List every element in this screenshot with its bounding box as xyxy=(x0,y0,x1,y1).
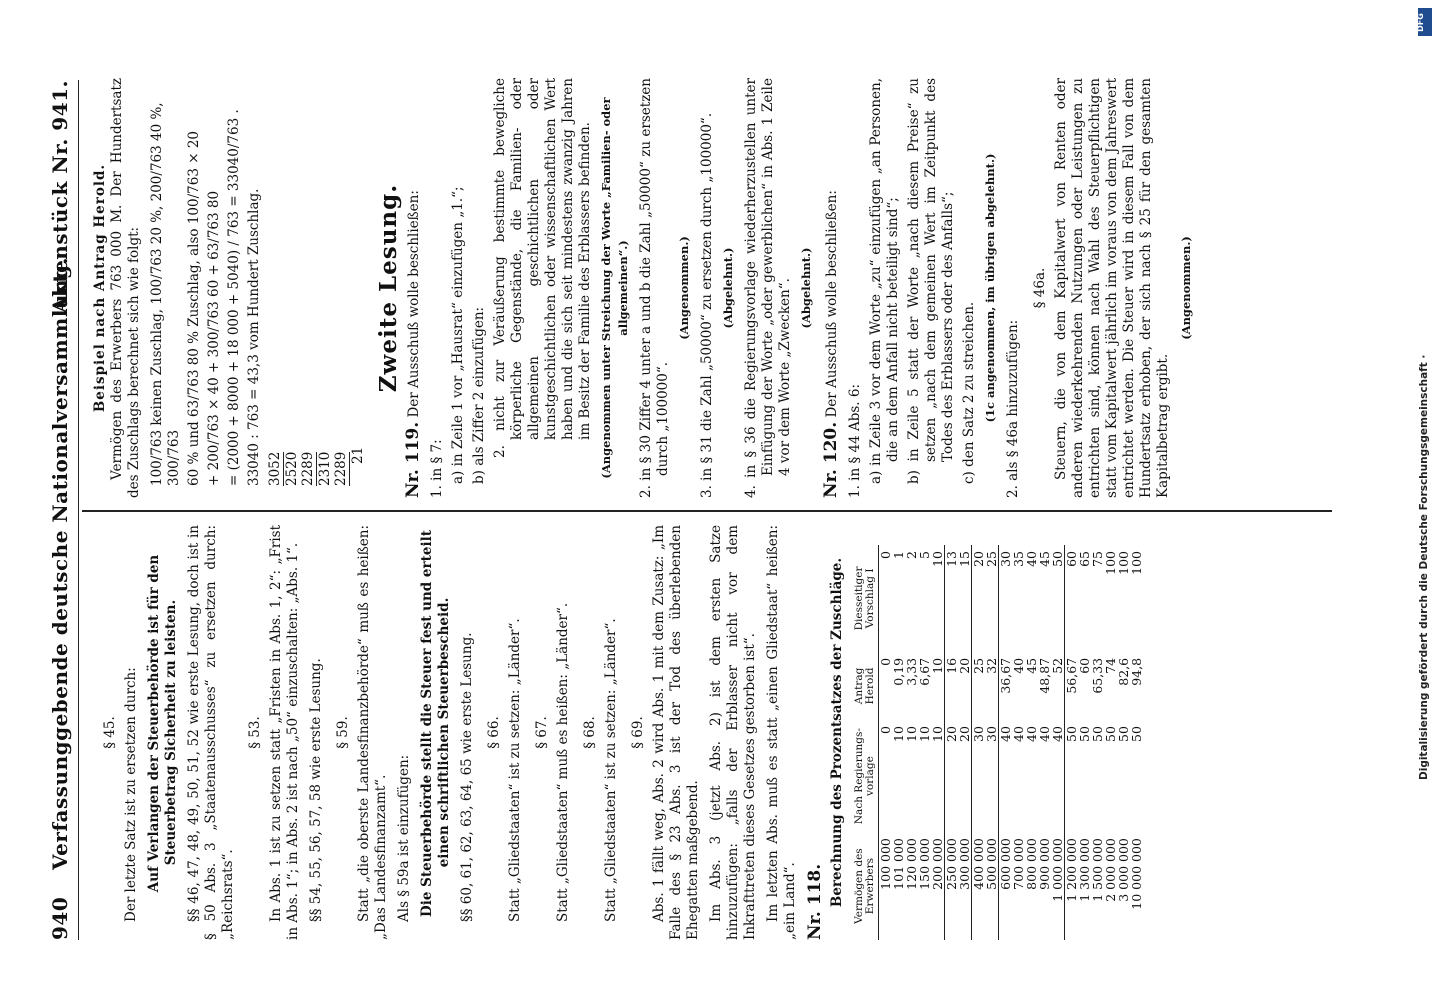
document-page xyxy=(0,50,1392,990)
paragraph: Statt „Gliedstaaten“ muß es heißen: „Länder“. xyxy=(555,602,571,922)
calc-line: 2520 xyxy=(284,451,300,486)
long-division xyxy=(267,78,366,486)
table-cell: 150 000 xyxy=(917,838,932,890)
table-cell: 250 000 xyxy=(945,832,959,940)
table-cell: 5 xyxy=(917,551,932,559)
table-cell: 50 xyxy=(1116,726,1131,742)
table-cell: 30 xyxy=(972,720,986,832)
paragraph: Der Ausschuß wolle beschließen: xyxy=(406,190,422,418)
table-cell: 101 000 xyxy=(891,838,906,890)
table-cell: 0,19 xyxy=(891,657,906,686)
table-cell: 50 xyxy=(1103,726,1118,742)
table-cell: 40 xyxy=(1011,657,1026,674)
right-column xyxy=(92,78,1201,498)
column-header: Vermögen des Erwerbers xyxy=(852,832,879,940)
paragraph: Statt „Gliedstaaten“ ist zu setzen: „Länder“. xyxy=(507,618,523,922)
table-row xyxy=(945,545,959,940)
table-cell: 10 000 000 xyxy=(1129,838,1144,910)
column-header: Antrag Herold xyxy=(852,652,879,720)
table-row xyxy=(985,545,999,940)
table-cell: 600 000 xyxy=(999,832,1013,940)
table-title: Berechnung des Prozentsatzes der Zuschläge. xyxy=(829,557,845,908)
table-cell: 20 xyxy=(957,726,972,742)
table-cell: 60 xyxy=(1065,545,1079,652)
table-cell: 2 xyxy=(904,551,919,559)
table-cell: 40 xyxy=(1024,726,1039,742)
table-row xyxy=(958,545,972,940)
surcharge-table xyxy=(852,545,1143,940)
table-cell: 30 xyxy=(999,545,1013,652)
table-cell: 1 xyxy=(891,551,906,559)
paragraph: Als § 59a ist einzufügen: xyxy=(396,754,412,922)
table-cell: 0 xyxy=(878,726,893,735)
column-divider xyxy=(82,511,1332,513)
table-cell: 60 xyxy=(1077,657,1092,674)
table-cell: 25 xyxy=(984,551,999,567)
table-cell: 100 xyxy=(1129,551,1144,575)
nr120-intro xyxy=(823,78,841,498)
status-note: (Angenommen.) xyxy=(677,236,691,340)
list-item: 2. als § 46a hinzuzufügen: xyxy=(1005,319,1021,498)
table-cell: 45 xyxy=(1037,551,1052,567)
table-cell: 45 xyxy=(1024,657,1039,674)
section-heading: § 69. xyxy=(630,716,646,749)
page-number: 940 xyxy=(48,896,72,940)
paragraph: Steuern, die von dem Kapitalwert von Renten oder anderen wiederkehrenden Nutzungen oder Leistungen zu entrichten sind, können nach Wahl des Steuerpflichtigen statt vom Kapitalwert jährlich im voraus von dem Jahreswert entrichtet werden. Die Steuer wird in diesem Fall von dem Hundertsatz erhoben, der sich nach § 25 für den gesamten Kapitalbetrag ergibt. xyxy=(1053,78,1171,498)
list-item: c) den Satz 2 zu streichen. xyxy=(961,301,977,484)
table-cell: 40 xyxy=(1011,726,1026,742)
left-column xyxy=(92,525,1143,940)
table-cell: 700 000 xyxy=(1011,838,1026,890)
status-note: (Abgelehnt.) xyxy=(799,247,813,329)
item-number: Nr. 118. xyxy=(805,863,825,940)
table-cell: 50 xyxy=(1077,726,1092,742)
list-item: 3. in § 31 die Zahl „50000“ zu ersetzen durch „100000“. xyxy=(699,112,715,498)
paragraph: Der Ausschuß wolle beschließen: xyxy=(824,190,840,418)
table-cell: 52 xyxy=(1050,657,1065,674)
table-row xyxy=(931,545,945,940)
table-cell: 10 xyxy=(930,726,945,742)
table-cell: 1 500 000 xyxy=(1090,838,1105,902)
table-cell: 0 xyxy=(878,657,893,666)
table-row xyxy=(999,545,1013,940)
table-cell: 75 xyxy=(1090,551,1105,567)
digitization-credit: Digitalisierung gefördert durch die Deutsche Forschungsgemeinschaft · xyxy=(1418,354,1430,780)
table-cell: 40 xyxy=(1050,726,1065,742)
list-item: a) in Zeile 3 vor dem Worte „zu“ einzufügen „an Personen, die an dem Anfall nicht beteiligt sind“; xyxy=(868,78,901,484)
formula-line: 33040 : 763 = 43,3 vom Hundert Zuschlag. xyxy=(246,188,262,486)
table-cell: 3,33 xyxy=(904,657,919,686)
section-heading: § 45. xyxy=(102,716,118,749)
paragraph: Im Abs. 3 (jetzt Abs. 2) ist dem ersten Satze hinzuzufügen: „falls der Erblasser nicht vor dem Inkrafttreten dieses Gesetzes gestorben ist“. xyxy=(708,525,758,940)
paragraph: §§ 54, 55, 56, 57, 58 wie erste Lesung. xyxy=(308,658,324,922)
column-header: Diesseitiger Vorschlag I xyxy=(852,545,879,652)
table-cell: 10 xyxy=(917,726,932,742)
table-cell: 48,87 xyxy=(1037,657,1052,694)
table-row xyxy=(972,545,986,940)
status-note: (Abgelehnt.) xyxy=(721,247,735,329)
section-heading: § 68. xyxy=(582,716,598,749)
table-cell: 900 000 xyxy=(1037,838,1052,890)
table-cell: 10 xyxy=(904,726,919,742)
table-cell: 74 xyxy=(1103,657,1118,674)
table-cell: 10 xyxy=(891,726,906,742)
item-number: Nr. 119. xyxy=(403,421,423,498)
status-note: (1c angenommen, im übrigen abgelehnt.) xyxy=(983,153,997,423)
table-cell: 50 xyxy=(1050,551,1065,567)
table-cell: 65,33 xyxy=(1090,657,1105,694)
table-cell: 800 000 xyxy=(1024,838,1039,890)
table-cell: 16 xyxy=(945,652,959,720)
table-cell: 0 xyxy=(878,551,893,559)
table-cell: 400 000 xyxy=(972,832,986,940)
nr119-intro xyxy=(405,78,423,498)
paragraph: Vermögen des Erwerbers 763 000 M. Der Hundertsatz des Zuschlags berechnet sich wie folgt: xyxy=(109,78,142,498)
section-heading: § 46a. xyxy=(1032,267,1048,309)
calc-line: 2289 xyxy=(333,451,349,486)
formula-line: 100/763 keinen Zuschlag, 100/763 20 %, 200/763 40 %, 300/763 xyxy=(149,102,182,486)
table-cell: 500 000 xyxy=(984,838,999,890)
table-cell: 120 000 xyxy=(904,838,919,890)
table-cell: 50 xyxy=(1090,726,1105,742)
table-cell: 94,8 xyxy=(1129,657,1144,686)
table-row xyxy=(1130,545,1143,940)
table-cell: 20 xyxy=(972,545,986,652)
list-item: b) als Ziffer 2 einzufügen: xyxy=(471,306,487,484)
list-item: 2. nicht zur Veräußerung bestimmte bewegliche körperliche Gegenstände, die Familien- oder allgemeinen geschichtlichen oder kunstgeschichtlichen oder wissenschaftlichen Wert haben und die sich seit mindestens zwanzig Jahren im Besitz der Familie des Erblassers befinden. xyxy=(492,78,593,458)
bold-paragraph: Auf Verlangen der Steuerbehörde ist für den Steuerbetrag Sicherheit zu leisten. xyxy=(146,554,179,893)
paragraph: Der letzte Satz ist zu ersetzen durch: xyxy=(123,667,139,922)
section-heading: § 67. xyxy=(534,716,550,749)
status-note: (Angenommen.) xyxy=(1179,236,1193,340)
section-heading: § 66. xyxy=(486,716,502,749)
table-cell: 40 xyxy=(999,720,1013,832)
table-cell: 50 xyxy=(1129,726,1144,742)
header-title-right: Aktenstück Nr. 941. xyxy=(48,80,72,314)
list-item: a) in Zeile 1 vor „Hausrat“ einzufügen „1.“; xyxy=(450,186,466,484)
table-cell: 32 xyxy=(984,657,999,674)
section-heading: § 53. xyxy=(247,716,263,749)
status-note: (Angenommen unter Streichung der Worte „Familien- oder allgemeinen“.) xyxy=(599,97,630,479)
paragraph: Statt „Gliedstaaten“ ist zu setzen: „Länder“. xyxy=(603,618,619,922)
page-header xyxy=(44,80,79,940)
section-title: Zweite Lesung. xyxy=(375,183,402,393)
table-cell: 20 xyxy=(957,657,972,674)
table-cell: 3 000 000 xyxy=(1116,838,1131,902)
paragraph: §§ 46, 47, 48, 49, 50, 51, 52 wie erste Lesung, doch ist in § 50 Abs. 3 „Staatenausschusses“ zu ersetzen durch: „Reichsrats“. xyxy=(186,525,236,940)
bold-paragraph: Die Steuerbehörde stellt die Steuer fest und erteilt einen schriftlichen Steuerbescheid. xyxy=(419,530,452,917)
table-cell: 40 xyxy=(1037,726,1052,742)
paragraph: §§ 60, 61, 62, 63, 64, 65 wie erste Lesung. xyxy=(459,632,475,922)
table-cell: 1 300 000 xyxy=(1077,838,1092,902)
paragraph: Im letzten Abs. muß es statt „einen Gliedstaat“ heißen: „ein Land“. xyxy=(765,525,798,940)
table-row xyxy=(1065,545,1079,940)
calc-line: 2310 xyxy=(317,451,333,486)
table-header-row xyxy=(852,545,879,940)
section-heading: § 59. xyxy=(335,716,351,749)
table-cell: 1 200 000 xyxy=(1065,832,1079,940)
list-item: b) in Zeile 5 statt der Worte „nach diesem Preise“ zu setzen „nach dem gemeinen Wert im Zeitpunkt des Todes des Erblassers oder des Anfalls“; xyxy=(906,78,956,484)
calc-line: 2289 xyxy=(300,451,316,486)
table-cell: 30 xyxy=(984,726,999,742)
table-cell: 40 xyxy=(1024,551,1039,567)
header-title-left: Verfassunggebende deutsche Nationalversammlung. xyxy=(48,257,72,870)
list-item: 4. in § 36 die Regierungsvorlage wiederherzustellen unter Einfügung der Worte „oder gewerblichen“ in Abs. 1 Zeile 4 vor dem Worte „Zwecken“. xyxy=(743,78,793,498)
table-row xyxy=(879,545,893,940)
table-row xyxy=(1051,545,1065,940)
nr118-block xyxy=(807,525,825,940)
table-cell: 50 xyxy=(1065,720,1079,832)
paragraph: Statt „die oberste Landesfinanzbehörde“ muß es heißen: „Das Landesfinanzamt“. xyxy=(356,525,389,940)
table-cell: 10 xyxy=(930,551,945,567)
paragraph: Abs. 1 fällt weg, Abs. 2 wird Abs. 1 mit dem Zusatz: „Im Falle des § 23 Abs. 3 ist der Tod des überlebenden Ehegatten maßgebend. xyxy=(651,525,701,940)
table-cell: 200 000 xyxy=(930,838,945,890)
formula-line: + 200/763 × 40 + 300/763 60 + 63/763 80 xyxy=(206,190,222,486)
dfg-badge-text: DFG xyxy=(1415,13,1425,32)
table-cell: 65 xyxy=(1077,551,1092,567)
calc-line: 21 xyxy=(350,446,366,464)
table-cell: 100 xyxy=(1116,551,1131,575)
table-cell: 1 000 000 xyxy=(1050,838,1065,902)
formula-line: = (2000 + 8000 + 18 000 + 5040) / 763 = 33040/763 . xyxy=(226,109,242,486)
formula-line: 60 % und 63/763 80 % Zuschlag, also 100/763 × 20 xyxy=(186,130,202,486)
table-cell: 36,67 xyxy=(999,652,1013,720)
table-cell: 82,6 xyxy=(1116,657,1131,686)
table-cell: 2 000 000 xyxy=(1103,838,1118,902)
table-cell: 100 000 xyxy=(878,838,893,890)
table-cell: 25 xyxy=(972,652,986,720)
column-header: Nach Regierungs-vorlage xyxy=(852,720,879,832)
table-cell: 15 xyxy=(957,551,972,567)
table-cell: 300 000 xyxy=(957,838,972,890)
table-cell: 20 xyxy=(945,720,959,832)
table-cell: 100 xyxy=(1103,551,1118,575)
example-title: Beispiel nach Antrag Herold. xyxy=(92,163,108,413)
item-number: Nr. 120. xyxy=(821,421,841,498)
table-cell: 10 xyxy=(930,657,945,674)
table-cell: 6,67 xyxy=(917,657,932,686)
table-cell: 13 xyxy=(945,545,959,652)
list-item: 1. in § 7: xyxy=(429,439,445,498)
paragraph: In Abs. 1 ist zu setzen statt „Fristen in Abs. 1, 2“: „Frist in Abs. 1“; in Abs. 2 ist nach „50“ einzuschalten: „Abs. 1“. xyxy=(268,525,301,940)
digitization-sidebar xyxy=(1416,0,1434,1000)
list-item: 1. in § 44 Abs. 6: xyxy=(847,383,863,498)
list-item: 2. in § 30 Ziffer 4 unter a und b die Zahl „50000“ zu ersetzen durch „100000“. xyxy=(638,78,671,498)
table-cell: 35 xyxy=(1011,551,1026,567)
calc-line: 3052 xyxy=(267,451,283,486)
table-cell: 56,67 xyxy=(1065,652,1079,720)
